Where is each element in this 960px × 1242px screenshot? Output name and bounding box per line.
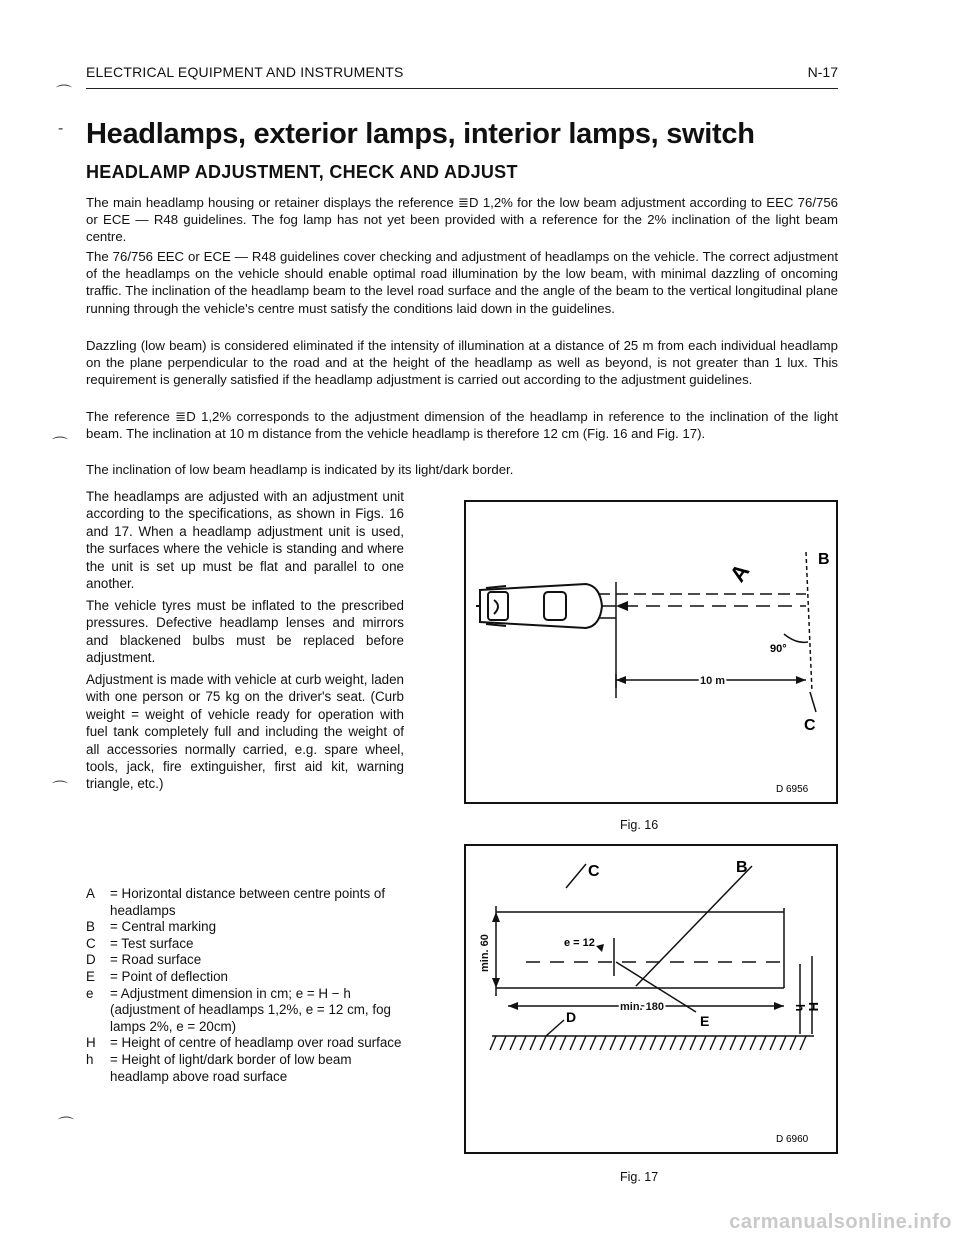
label-angle: 90° [770, 643, 787, 655]
figure-17-caption: Fig. 17 [620, 1170, 659, 1184]
page-title: Headlamps, exterior lamps, interior lamps, switch [86, 118, 755, 150]
road-hatch [490, 1036, 814, 1050]
legend-row: h = Height of light/dark border of low beam headlamp above road surface [86, 1051, 352, 1084]
margin-mark: ⌒ [56, 85, 73, 102]
label-min60: min. 60 [479, 934, 491, 972]
legend-row: H = Height of centre of headlamp over road surface [86, 1035, 402, 1051]
legend-row: e = Adjustment dimension in cm; e = H − h (adjustment of headlamps 1,2%, e = 12 cm, fog lamps 2%, e = 20cm) [86, 985, 391, 1034]
legend-row: B = Central marking [86, 919, 217, 935]
label-c: C [804, 717, 816, 734]
section-heading: HEADLAMP ADJUSTMENT, CHECK AND ADJUST [86, 162, 518, 182]
column-paragraph: The vehicle tyres must be inflated to the prescribed pressures. Defective headlamp lenses and mirrors and blackened bulbs must be replaced before adjustment. [86, 598, 404, 666]
figure-code: D 6956 [776, 784, 809, 795]
paragraph: The main headlamp housing or retainer displays the reference ≣D 1,2% for the low beam adjustment according to EEC 76/756 or ECE — R48 guidelines. The fog lamp has not yet been provided with a reference for the 2% inclination of the light beam centre. [86, 195, 838, 245]
beam-lines [598, 552, 816, 712]
paragraph: The inclination of low beam headlamp is indicated by its light/dark border. [86, 462, 514, 477]
column-paragraph: Adjustment is made with vehicle at curb weight, laden with one person or 75 kg on the driver's seat. (Curb weight = weight of vehicle ready for operation with fuel tank completely full and including the weight of all accessories normally carried, e.g. spare wheel, tools, jack, fire extinguisher, first aid kit, warning triangle, etc.) [86, 672, 404, 792]
figure-16-drawing [466, 502, 836, 802]
watermark: carmanualsonline.info [729, 1211, 952, 1233]
label-e-dim: e = 12 [564, 937, 595, 949]
fig17-arrows [492, 912, 784, 1010]
label-h-big: H [806, 1002, 821, 1012]
label-e: E [700, 1013, 710, 1029]
header-rule [86, 88, 838, 89]
figure-16-caption: Fig. 16 [620, 818, 659, 832]
label-distance: 10 m [700, 675, 726, 687]
margin-mark: ⌒ [52, 437, 69, 454]
label-d: D [566, 1009, 577, 1025]
figure-17 [464, 844, 838, 1154]
margin-mark: - [58, 120, 64, 137]
paragraph: The reference ≣D 1,2% corresponds to the adjustment dimension of the headlamp in reference to the inclination of the light beam. The inclination at 10 m distance from the vehicle headlamp is therefore 12 cm (Fig. 16 and Fig. 17). [86, 409, 838, 442]
label-min180: min. 180 [620, 1001, 665, 1013]
legend [86, 886, 406, 1085]
running-header: ELECTRICAL EQUIPMENT AND INSTRUMENTS [86, 64, 404, 80]
label-c: C [588, 863, 600, 880]
figure-17-drawing [466, 846, 836, 1152]
paragraph: The 76/756 EEC or ECE — R48 guidelines cover checking and adjustment of headlamps on the vehicle. The correct adjustment of the headlamps on the vehicle should enable optimal road illumination by the low beam, with minimal dazzling of oncoming traffic. The inclination of the headlamp beam to the level road surface and the angle of the beam to the vertical longitudinal plane running through the vehicle's centre must satisfy the conditions laid down in the guidelines. [86, 249, 838, 316]
label-a: A [724, 559, 755, 587]
legend-row: A = Horizontal distance between centre points of headlamps [86, 886, 386, 918]
label-b: B [818, 551, 830, 568]
angle-arc [784, 634, 808, 642]
label-b: B [736, 859, 748, 876]
label-h-small: h [793, 1004, 807, 1012]
paragraph: Dazzling (low beam) is considered eliminated if the intensity of illumination at a distance of 25 m from each individual headlamp on the plane perpendicular to the road and at the height of the headlamp as well as beyond, is not greater than 1 lux. This requirement is generally satisfied if the headlamp adjustment is carried out according to the adjustment guidelines. [86, 338, 838, 388]
car-outline [476, 584, 602, 628]
figure-16 [464, 500, 838, 804]
column-paragraph: The headlamps are adjusted with an adjustment unit according to the specifications, as shown in Figs. 16 and 17. When a headlamp adjustment unit is used, the surfaces where the vehicle is standing and where the unit is set up must be flat and parallel to one another. [86, 489, 404, 592]
figure-code: D 6960 [776, 1134, 809, 1145]
margin-mark: ⌒ [58, 1117, 75, 1134]
page-number: N-17 [807, 64, 838, 80]
legend-row: E = Point of deflection [86, 968, 228, 984]
legend-row: D = Road surface [86, 952, 202, 968]
margin-mark: ⌒ [52, 781, 69, 798]
legend-row: C = Test surface [86, 935, 194, 951]
